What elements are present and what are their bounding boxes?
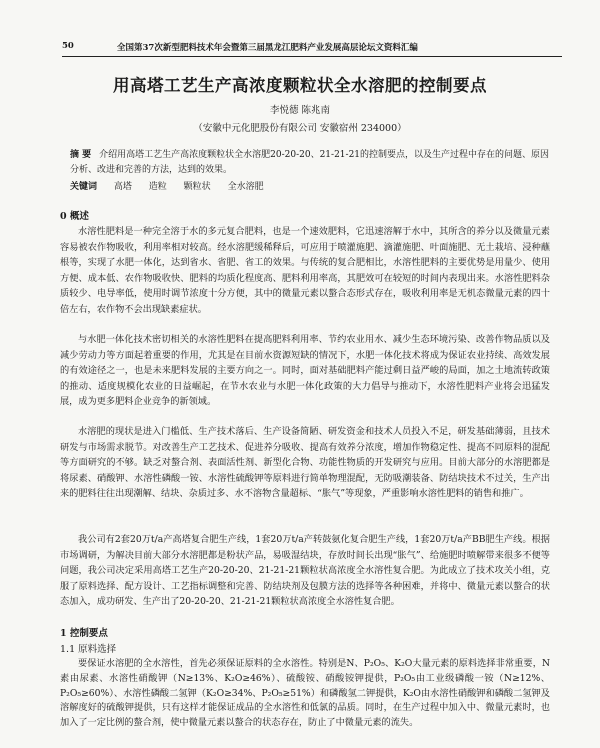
subsection-heading-raw-materials: 1.1 原料选择	[60, 644, 117, 655]
article-title: 用高塔工艺生产高浓度颗粒状全水溶肥的控制要点	[113, 76, 487, 95]
body-paragraph-3: 水溶肥的现状是进入门槛低、生产技术落后、生产设备简陋、研发资金和技术人员投入不足，研发基础薄弱，且技术研发与市场需求脱节。对改善生产工艺技术、促进养分吸收、提高有效养分浓度，增加作物稳定性、提高不同原料的混配等方面研究的不够。缺乏对螯合剂、表面活性剂、新型化合物、功能性物质的开发研究与应用。目前大部分的水溶肥都是将尿素、硝酸钾、水溶性磷酸一铵、水溶性硫酸钾等原料进行简单物理混配，无防吸潮装备、防结块技术不过关，生产出来的肥料往往出现潮解、结块、杂质过多、水不溶物含量超标、“胀气”等现象，严重影响水溶性肥料的销售和推广。	[60, 426, 550, 499]
body-paragraph-2: 与水肥一体化技术密切相关的水溶性肥料在提高肥料利用率、节约农业用水、减少生态环境污染、改善作物品质以及减少劳动力等方面起着重要的作用，尤其是在目前水资源短缺的情况下，水肥一体化技术将成为保证农业持续、高效发展的有效途径之一，也是未来肥料发展的主要方向之一。同时，面对基础肥料产能过剩日益严峻的局面，加之土地流转政策的推动、适度规模化农业的日益崛起，在节水农业与水肥一体化政策的大力倡导与推动下，水溶性肥料产业将会迅猛发展，成为更多肥料企业竞争的新领域。	[60, 334, 550, 407]
section-heading-control-points: 1 控制要点	[60, 628, 108, 639]
abstract	[70, 148, 550, 178]
keyword: 颗粒状	[183, 182, 211, 192]
page-number: 50	[62, 41, 74, 51]
article-affiliation: （安徽中元化肥股份有限公司 安徽宿州 234000）	[193, 123, 407, 134]
keyword: 造粒	[148, 182, 167, 192]
body-paragraph-1: 水溶性肥料是一种完全溶于水的多元复合肥料，也是一个速效肥料，它迅速溶解于水中，其所含的养分以及微量元素容易被农作物吸收，利用率相对较高。经水溶肥缓稀释后，可应用于喷灌施肥、滴灌施肥、叶面施肥、无土栽培、浸种蘸根等，实现了水肥一体化，达到省水、省肥、省工的效果。与传统的复合肥相比，水溶性肥料的主要优势是用量少、使用方便、成本低、农作物吸收快、肥料的均质化程度高、肥料利用率高，其肥效可在较短的时间内表现出来。水溶性肥料杂质较少、电导率低，使用时调节浓度十分方便，其中的微量元素以螯合态形式存在，吸收利用率是无机态微量元素的四十倍左右，农作物不会出现缺素症状。	[60, 226, 550, 315]
keyword: 全水溶肥	[227, 182, 264, 192]
section-heading-overview: 0 概述	[60, 211, 89, 222]
body-paragraph-4: 我公司有2套20万t/a产高塔复合肥生产线，1套20万t/a产转鼓氨化复合肥生产线，1套20万t/a产BB肥生产线。根据市场调研，为解决目前大部分水溶肥都是粉状产品，易吸湿结块，存放时间长出现“胀气”、给施肥时喷解带来很多不便等问题，我公司决定采用高塔工艺生产20-20-20、21-21-21颗粒状高浓度全水溶性复合肥。为此成立了技术攻关小组，克服了原料选择、配方设计、工艺指标调整和完善、防结块剂及包膜方法的选择等各种困难，并将中、微量元素以螯合的状态加入，成功研发、生产出了20-20-20、21-21-21颗粒状高浓度全水溶性复合肥。	[60, 534, 550, 607]
body-paragraph-5: 要保证水溶肥的全水溶性，首先必须保证原料的全水溶性。特别是N、P₂O₅、K₂O大量元素的原料选择非常重要，N素由尿素、水溶性硝酸钾（N≥13%、K₂O≥46%）、硫酸铵、硝酸铵钾提供，P₂O₅由工业级磷酸一铵（N≥12%、P₂O₅≥60%）、水溶性磷酸二氢钾（K₂O≥34%、P₂O₅≥51%）和磷酸氢二钾提供，K₂O由水溶性硝酸钾和磷酸二氢钾及溶解度好的硫酸钾提供，只有这样才能保证成品的全水溶性和低氯的品质。同时，在生产过程中加入中、微量元素时，也加入了一定比例的螯合剂，使中微量元素以螯合的状态存在，防止了中微量元素的流失。	[60, 658, 550, 729]
keyword: 高塔	[113, 182, 132, 192]
running-title: 全国第37次新型肥料技术年会暨第三届黑龙江肥料产业发展高层论坛文资料汇编	[117, 43, 418, 53]
abstract-label: 摘 要	[70, 150, 92, 160]
header-divider	[62, 56, 562, 57]
keywords-label: 关键词	[70, 182, 98, 192]
keywords	[70, 179, 550, 192]
article-authors: 李悦德 陈兆南	[269, 105, 331, 116]
abstract-text: 介绍用高塔工艺生产高浓度颗粒状全水溶肥20-20-20、21-21-21的控制要点，以及生产过程中存在的问题、原因分析、改进和完善的方法，达到的效果。	[70, 150, 550, 175]
